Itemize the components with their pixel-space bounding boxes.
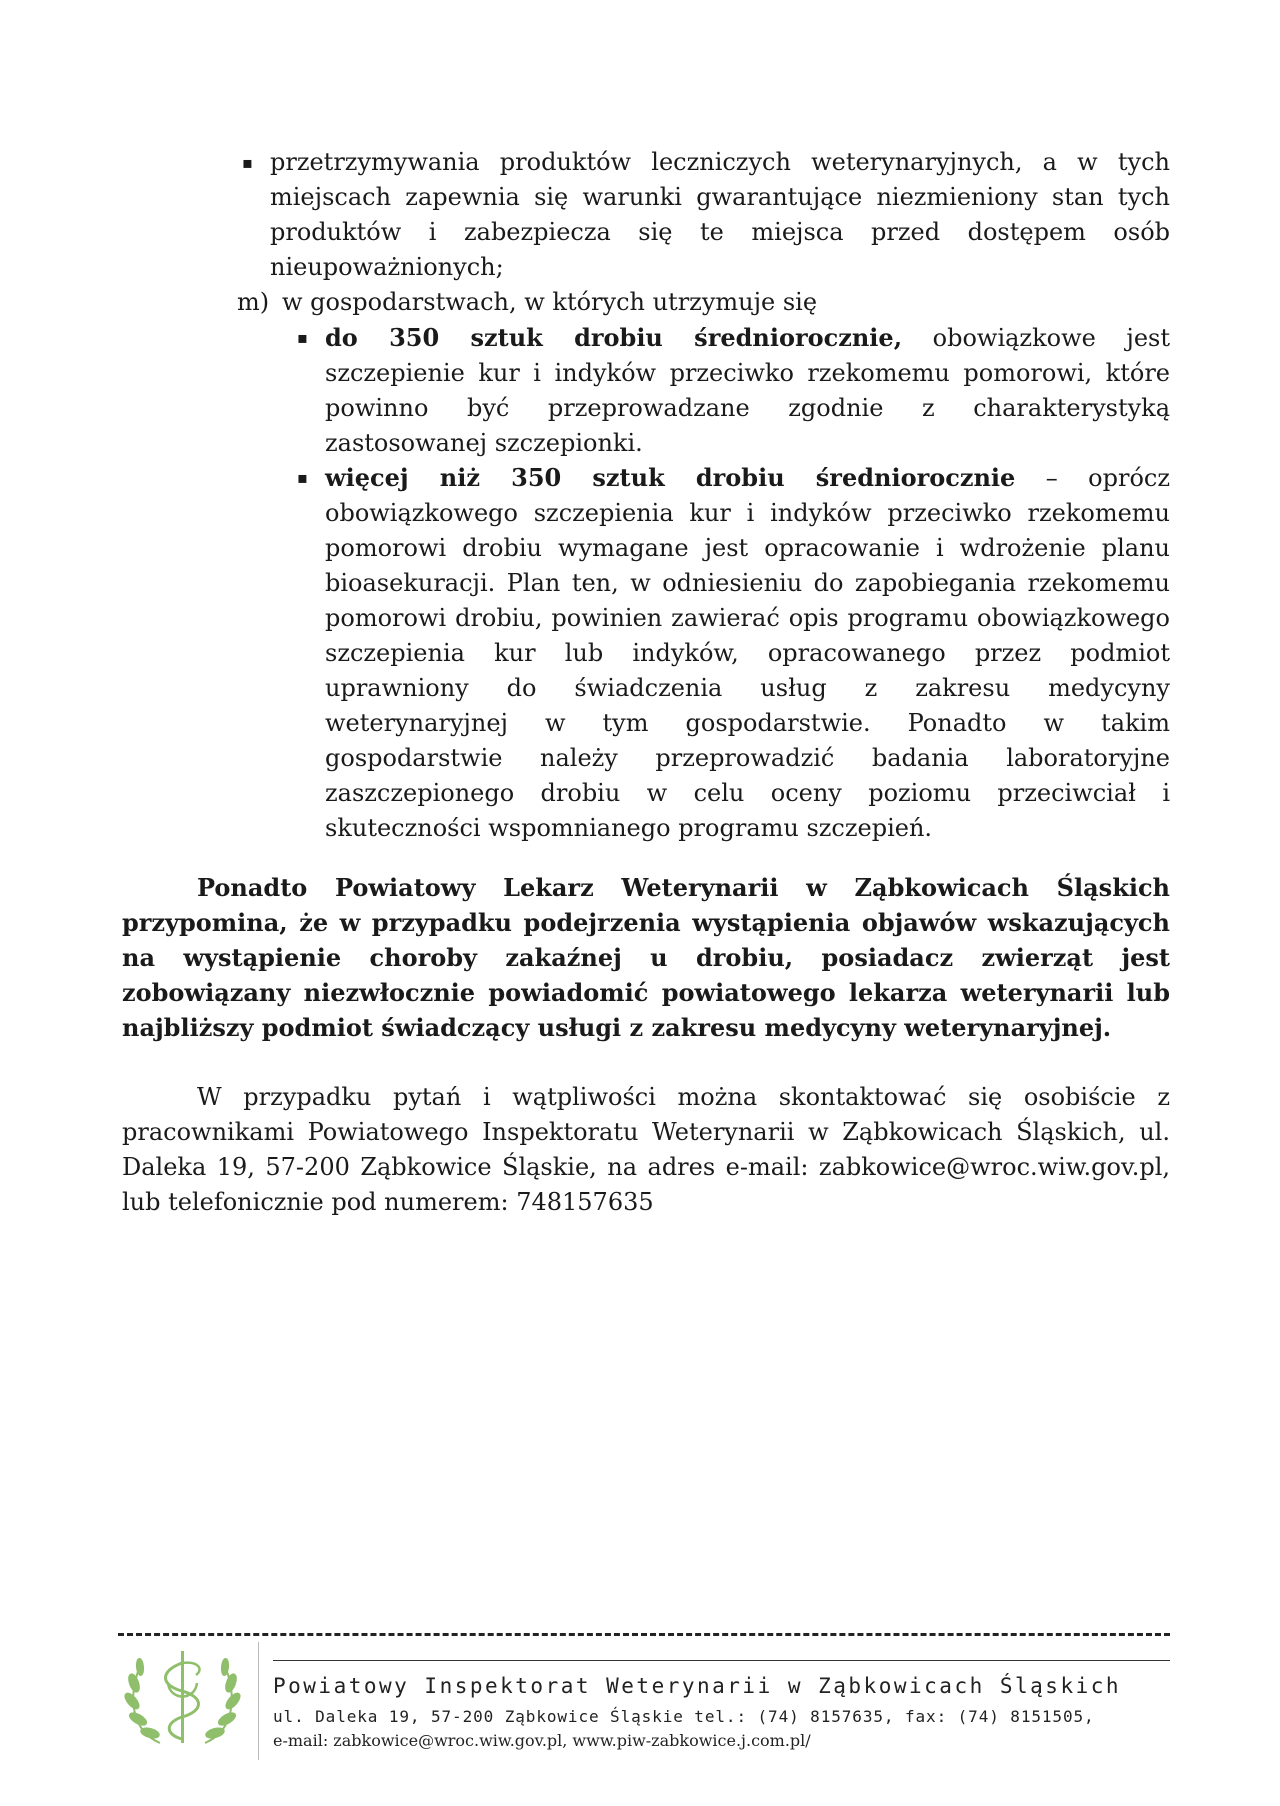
list-item [297, 320, 1170, 461]
list-item-text: obowiązkowe jest szczepienie kur i indyków przeciwko rzekomemu pomorowi, które powinno być przeprowadzane zgodnie z charakterystyką zastosowanej szczepionki. [325, 324, 1170, 457]
list-item [297, 460, 1171, 846]
list-item-text: – oprócz obowiązkowego szczepienia kur i indyków przeciwko rzekomemu pomorowi drobiu wymagane jest opracowanie i wdrożenie planu bioasekuracji. Plan ten, w odniesieniu do zapobiegania rzekomemu pomorowi drobiu, powinien zawierać opis programu obowiązkowego szczepienia kur lub indyków, opracowanego przez podmiot uprawniony do świadczenia usług z zakresu medycyny weterynaryjnej w tym gospodarstwie. Ponadto w takim gospodarstwie należy przeprowadzić badania laboratoryjne zaszczepionego drobiu w celu oceny poziomu przeciwciał i skuteczności wspomnianego programu szczepień. [325, 464, 1171, 842]
list-item-m [237, 285, 1177, 320]
list-item-label: m) [237, 288, 270, 316]
list-item-text: w gospodarstwach, w których utrzymuje się [282, 288, 818, 316]
list-item [242, 145, 1170, 285]
bullet-marker: ▪ [242, 153, 253, 172]
caduceus-laurel-logo-icon [120, 1643, 245, 1753]
footer-title: Powiatowy Inspektorat Weterynarii w Ząbkowicach Śląskich [273, 1674, 1122, 1698]
footer-address: ul. Daleka 19, 57-200 Ząbkowice Śląskie tel.: (74) 8157635, fax: (74) 8151505, [273, 1707, 1095, 1726]
list-item-bold-text: więcej niż 350 sztuk drobiu średniorocznie [325, 463, 1016, 492]
list-item-bold-text: do 350 sztuk drobiu średniorocznie, [325, 323, 903, 352]
footer-inner-rule [273, 1660, 1170, 1661]
contact-paragraph: W przypadku pytań i wątpliwości można skontaktować się osobiście z pracownikami Powiatowego Inspektoratu Weterynarii w Ząbkowicach Śląskich, ul. Daleka 19, 57-200 Ząbkowice Śląskie, na adres e-mail: zabkowice@wroc.wiw.gov.pl, lub telefonicznie pod numerem: 748157635 [122, 1083, 1170, 1216]
bullet-marker: ▪ [297, 328, 308, 347]
footer-divider [118, 1633, 1170, 1636]
footer-vertical-divider [258, 1642, 259, 1760]
list-item-text: przetrzymywania produktów leczniczych weterynaryjnych, a w tych miejscach zapewnia się warunki gwarantujące niezmieniony stan tych produktów i zabezpiecza się te miejsca przed dostępem osób nieupoważnionych; [270, 148, 1170, 281]
footer-contact: e-mail: zabkowice@wroc.wiw.gov.pl, www.piw-zabkowice.j.com.pl/ [273, 1731, 811, 1750]
reminder-paragraph: Ponadto Powiatowy Lekarz Weterynarii w Ząbkowicach Śląskich przypomina, że w przypadku podejrzenia wystąpienia objawów wskazujących na wystąpienie choroby zakaźnej u drobiu, posiadacz zwierząt jest zobowiązany niezwłocznie powiadomić powiatowego lekarza weterynarii lub najbliższy podmiot świadczący usługi z zakresu medycyny weterynaryjnej. [122, 873, 1170, 1042]
bullet-marker: ▪ [297, 468, 308, 487]
